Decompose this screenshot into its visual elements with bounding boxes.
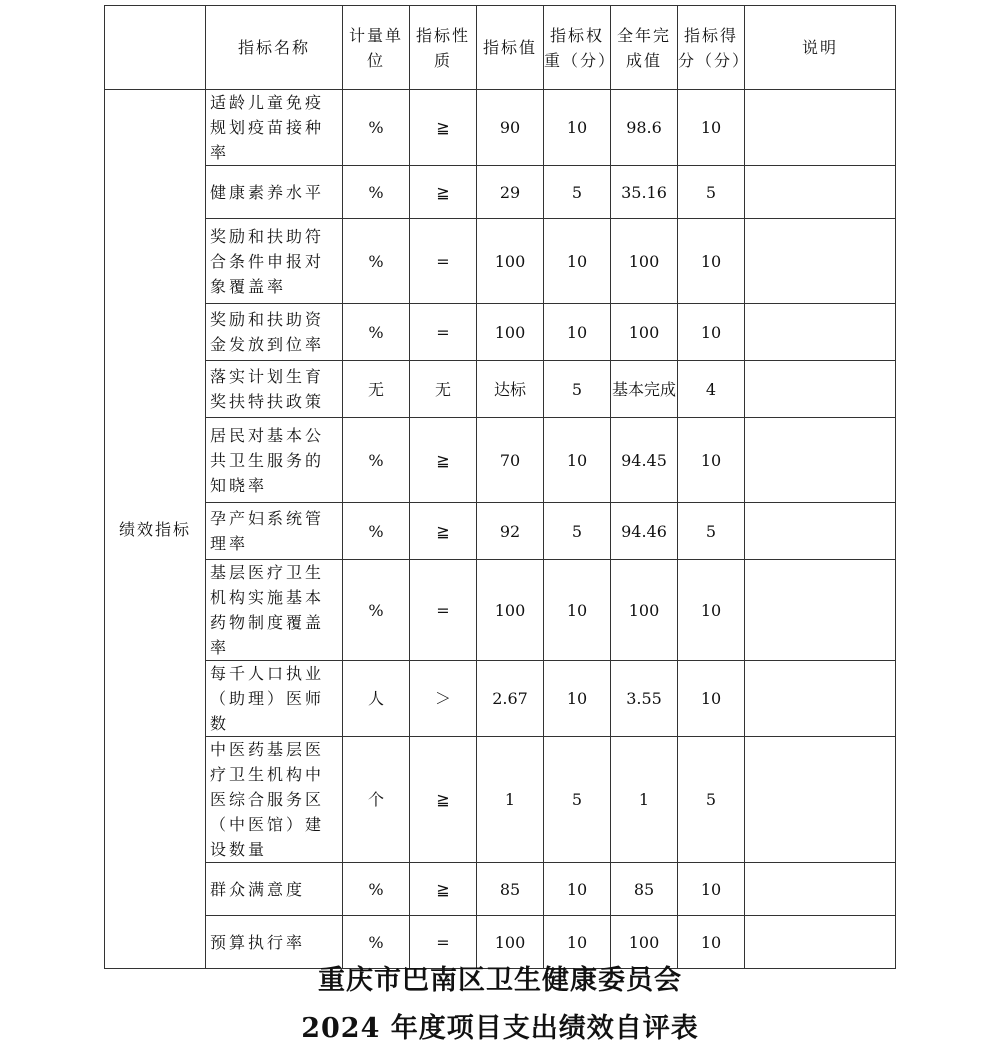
indicator-actual-cell: 94.45 <box>611 418 678 503</box>
indicator-weight-cell: 10 <box>544 418 611 503</box>
indicator-nature-cell: ≧ <box>410 503 477 560</box>
indicator-nature-cell: ≧ <box>410 737 477 863</box>
indicator-name-cell: 孕产妇系统管理率 <box>206 503 343 560</box>
indicator-weight-cell: 5 <box>544 361 611 418</box>
indicator-name-cell: 基层医疗卫生机构实施基本药物制度覆盖率 <box>206 560 343 661</box>
indicator-target-cell: 85 <box>477 863 544 916</box>
table-row <box>105 560 896 661</box>
indicator-weight-cell: 10 <box>544 219 611 304</box>
indicator-score-cell: 10 <box>678 863 745 916</box>
indicator-nature-cell: = <box>410 916 477 969</box>
table-row <box>105 304 896 361</box>
indicator-actual-cell: 98.6 <box>611 90 678 166</box>
indicator-target-cell: 100 <box>477 560 544 661</box>
indicator-nature-cell: ＞ <box>410 661 477 737</box>
indicator-score-cell: 4 <box>678 361 745 418</box>
indicator-target-cell: 2.67 <box>477 661 544 737</box>
header-actual: 全年完成值 <box>611 6 678 90</box>
indicator-nature-cell: ≧ <box>410 90 477 166</box>
indicator-nature-cell: = <box>410 560 477 661</box>
indicator-score-cell: 10 <box>678 916 745 969</box>
indicator-unit-cell: % <box>343 863 410 916</box>
indicator-name-cell: 适龄儿童免疫规划疫苗接种率 <box>206 90 343 166</box>
indicator-weight-cell: 10 <box>544 916 611 969</box>
indicator-nature-cell: ≧ <box>410 863 477 916</box>
indicator-unit-cell: % <box>343 503 410 560</box>
indicator-actual-cell: 35.16 <box>611 166 678 219</box>
category-cell: 绩效指标 <box>105 90 206 969</box>
indicator-note-cell <box>745 503 896 560</box>
header-nature: 指标性质 <box>410 6 477 90</box>
header-empty-cell <box>105 6 206 90</box>
header-note: 说明 <box>745 6 896 90</box>
indicator-target-cell: 100 <box>477 219 544 304</box>
table-row <box>105 219 896 304</box>
indicator-score-cell: 10 <box>678 560 745 661</box>
header-row <box>105 6 896 90</box>
indicator-target-cell: 1 <box>477 737 544 863</box>
indicator-name-cell: 健康素养水平 <box>206 166 343 219</box>
indicator-actual-cell: 3.55 <box>611 661 678 737</box>
indicator-weight-cell: 10 <box>544 661 611 737</box>
indicator-note-cell <box>745 90 896 166</box>
header-target: 指标值 <box>477 6 544 90</box>
indicator-unit-cell: % <box>343 219 410 304</box>
indicator-nature-cell: = <box>410 304 477 361</box>
indicator-weight-cell: 5 <box>544 737 611 863</box>
table-row <box>105 166 896 219</box>
indicator-nature-cell: 无 <box>410 361 477 418</box>
indicator-unit-cell: 无 <box>343 361 410 418</box>
table-row <box>105 418 896 503</box>
indicator-name-cell: 奖励和扶助符合条件申报对象覆盖率 <box>206 219 343 304</box>
indicator-target-cell: 达标 <box>477 361 544 418</box>
indicator-score-cell: 10 <box>678 219 745 304</box>
indicator-target-cell: 100 <box>477 304 544 361</box>
indicator-nature-cell: = <box>410 219 477 304</box>
indicator-nature-cell: ≧ <box>410 166 477 219</box>
indicator-weight-cell: 10 <box>544 304 611 361</box>
indicator-score-cell: 5 <box>678 737 745 863</box>
indicator-target-cell: 90 <box>477 90 544 166</box>
indicator-note-cell <box>745 661 896 737</box>
indicator-weight-cell: 5 <box>544 503 611 560</box>
table-row <box>105 361 896 418</box>
org-title: 重庆市巴南区卫生健康委员会 <box>318 965 682 996</box>
indicator-note-cell <box>745 219 896 304</box>
indicator-unit-cell: 个 <box>343 737 410 863</box>
indicator-unit-cell: % <box>343 560 410 661</box>
indicator-note-cell <box>745 304 896 361</box>
indicator-score-cell: 10 <box>678 90 745 166</box>
indicator-target-cell: 92 <box>477 503 544 560</box>
indicator-score-cell: 10 <box>678 304 745 361</box>
indicator-unit-cell: % <box>343 916 410 969</box>
table-body <box>105 6 896 969</box>
indicator-unit-cell: % <box>343 304 410 361</box>
indicator-note-cell <box>745 863 896 916</box>
indicator-note-cell <box>745 560 896 661</box>
header-unit: 计量单位 <box>343 6 410 90</box>
indicator-note-cell <box>745 737 896 863</box>
table-row <box>105 90 896 166</box>
report-title: 2024 年度项目支出绩效自评表 <box>301 1013 699 1044</box>
indicator-actual-cell: 100 <box>611 916 678 969</box>
performance-table <box>104 5 896 969</box>
indicator-weight-cell: 5 <box>544 166 611 219</box>
indicator-actual-cell: 基本完成 <box>611 361 678 418</box>
indicator-score-cell: 10 <box>678 661 745 737</box>
indicator-unit-cell: % <box>343 90 410 166</box>
indicator-name-cell: 奖励和扶助资金发放到位率 <box>206 304 343 361</box>
indicator-target-cell: 29 <box>477 166 544 219</box>
indicator-name-cell: 居民对基本公共卫生服务的知晓率 <box>206 418 343 503</box>
indicator-target-cell: 100 <box>477 916 544 969</box>
indicator-weight-cell: 10 <box>544 90 611 166</box>
indicator-actual-cell: 94.46 <box>611 503 678 560</box>
table-row <box>105 737 896 863</box>
indicator-score-cell: 10 <box>678 418 745 503</box>
indicator-name-cell: 预算执行率 <box>206 916 343 969</box>
indicator-actual-cell: 100 <box>611 219 678 304</box>
indicator-note-cell <box>745 166 896 219</box>
indicator-unit-cell: % <box>343 418 410 503</box>
table-row <box>105 863 896 916</box>
indicator-note-cell <box>745 418 896 503</box>
header-name: 指标名称 <box>206 6 343 90</box>
indicator-actual-cell: 1 <box>611 737 678 863</box>
indicator-actual-cell: 100 <box>611 560 678 661</box>
indicator-target-cell: 70 <box>477 418 544 503</box>
indicator-unit-cell: 人 <box>343 661 410 737</box>
indicator-actual-cell: 85 <box>611 863 678 916</box>
indicator-name-cell: 每千人口执业（助理）医师数 <box>206 661 343 737</box>
header-score: 指标得分（分） <box>678 6 745 90</box>
table-row <box>105 503 896 560</box>
indicator-weight-cell: 10 <box>544 863 611 916</box>
indicator-nature-cell: ≧ <box>410 418 477 503</box>
indicator-weight-cell: 10 <box>544 560 611 661</box>
indicator-unit-cell: % <box>343 166 410 219</box>
indicator-name-cell: 落实计划生育奖扶特扶政策 <box>206 361 343 418</box>
indicator-actual-cell: 100 <box>611 304 678 361</box>
indicator-score-cell: 5 <box>678 166 745 219</box>
indicator-note-cell <box>745 361 896 418</box>
indicator-score-cell: 5 <box>678 503 745 560</box>
indicator-name-cell: 群众满意度 <box>206 863 343 916</box>
header-weight: 指标权重（分） <box>544 6 611 90</box>
table-row <box>105 661 896 737</box>
indicator-name-cell: 中医药基层医疗卫生机构中医综合服务区（中医馆）建设数量 <box>206 737 343 863</box>
